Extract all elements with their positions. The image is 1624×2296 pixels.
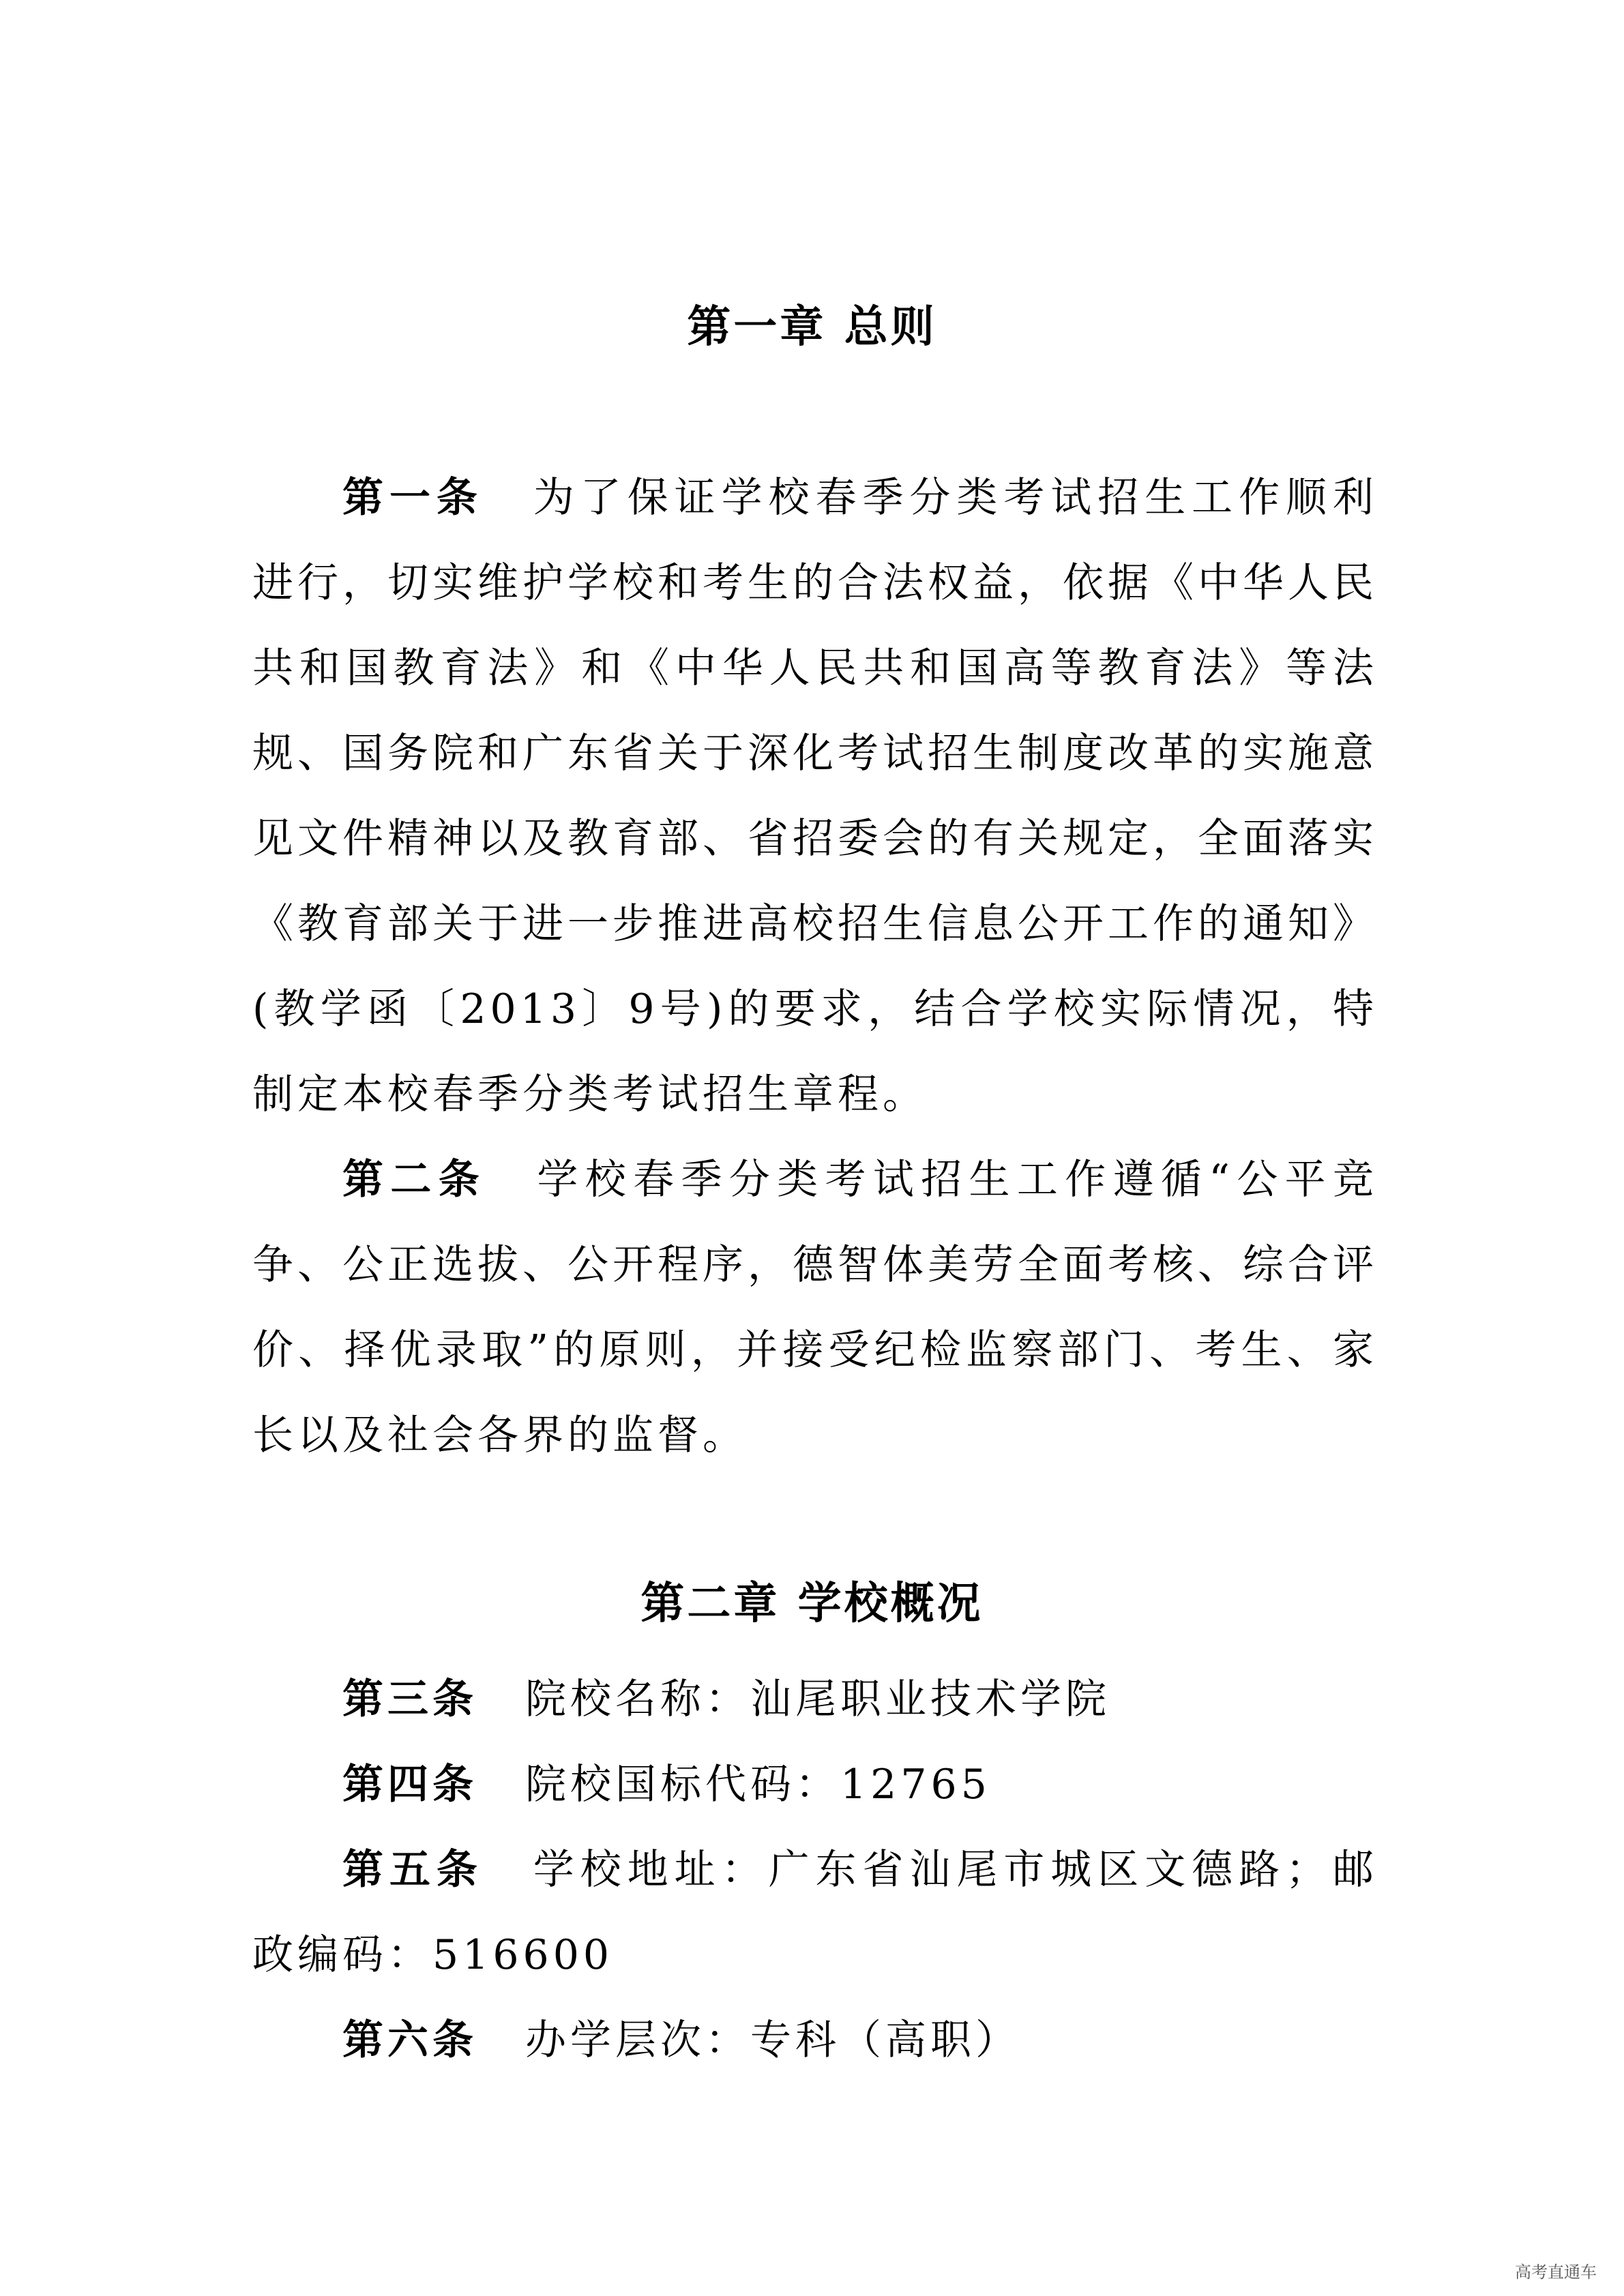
article-label: 第三条 bbox=[342, 1675, 477, 1723]
article-label: 第一条 bbox=[342, 474, 484, 522]
watermark-text: 高考直通车 bbox=[1515, 2263, 1597, 2282]
article-text: 为了保证学校春季分类考试招生工作顺利进行，切实维护学校和考生的合法权益，依据《中华人民共和国教育法》和《中华人民共和国高等教育法》等法规、国务院和广东省关于深化考试招生制度改革的实施意见文件精神以及教育部、省招委会的有关规定，全面落实《教育部关于进一步推进高校招生信息公开工作的通知》(教学函〔2013〕9号)的要求，结合学校实际情况，特制定本校春季分类考试招生章程。 bbox=[252, 474, 1378, 1118]
article-paragraph bbox=[252, 1828, 1378, 1998]
article-label: 第五条 bbox=[342, 1846, 484, 1894]
article-text: 学校春季分类考试招生工作遵循“公平竞争、公正选拔、公开程序，德智体美劳全面考核、综合评价、择优录取”的原则，并接受纪检监察部门、考生、家长以及社会各界的监督。 bbox=[252, 1156, 1378, 1459]
article-text: 院校名称：汕尾职业技术学院 bbox=[525, 1675, 1110, 1723]
article-label: 第二条 bbox=[342, 1156, 487, 1204]
article-text: 院校国标代码：12765 bbox=[525, 1761, 991, 1808]
article-paragraph bbox=[252, 1657, 1378, 1742]
article-paragraph bbox=[252, 456, 1378, 1137]
article-text: 学校地址：广东省汕尾市城区文德路；邮政编码：516600 bbox=[252, 1846, 1378, 1979]
chapter-title: 第二章 学校概况 bbox=[640, 1579, 984, 1629]
article-label: 第六条 bbox=[342, 2016, 477, 2064]
article-text: 办学层次：专科（高职） bbox=[525, 2016, 1020, 2064]
article-paragraph bbox=[252, 1998, 1378, 2083]
article-paragraph bbox=[252, 1742, 1378, 1828]
article-paragraph bbox=[252, 1137, 1378, 1478]
chapter-title: 第一章 总则 bbox=[687, 302, 937, 353]
article-label: 第四条 bbox=[342, 1761, 477, 1808]
